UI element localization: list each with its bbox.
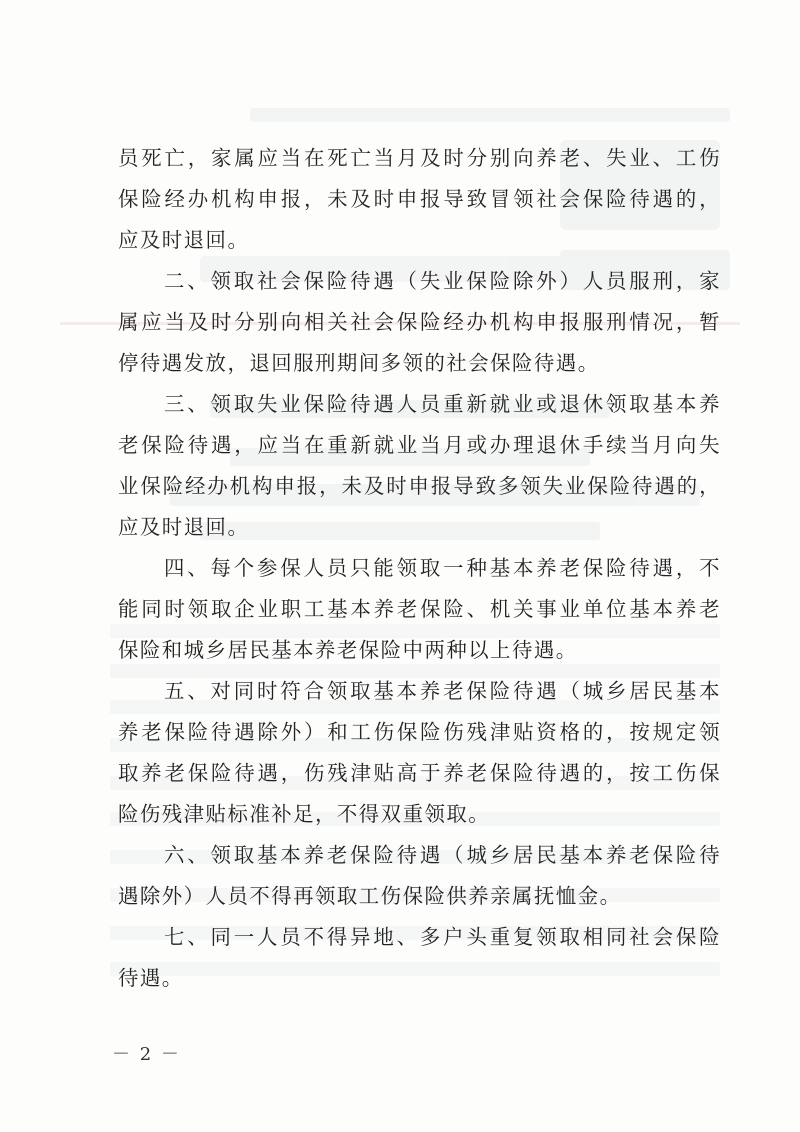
text-line: 险伤残津贴标准补足，不得双重领取。 <box>118 802 491 826</box>
text-line: 保险经办机构申报，未及时申报导致冒领社会保险待遇的， <box>118 187 721 211</box>
text-line: 应及时退回。 <box>118 515 250 539</box>
text-line: 六、领取基本养老保险待遇（城乡居民基本养老保险待 <box>164 843 721 867</box>
text-line: 取养老保险待遇，伤残津贴高于养老保险待遇的，按工伤保 <box>118 761 721 785</box>
text-line: 五、对同时符合领取基本养老保险待遇（城乡居民基本 <box>164 679 721 703</box>
text-line: 员死亡，家属应当在死亡当月及时分别向养老、失业、工伤 <box>118 146 721 170</box>
text-line: 养老保险待遇除外）和工伤保险伤残津贴资格的，按规定领 <box>118 720 721 744</box>
text-line: 七、同一人员不得异地、多户头重复领取相同社会保险 <box>164 925 721 949</box>
text-line: 三、领取失业保险待遇人员重新就业或退休领取基本养 <box>164 392 721 416</box>
text-line: 老保险待遇，应当在重新就业当月或办理退休手续当月向失 <box>118 433 721 457</box>
text-line: 四、每个参保人员只能领取一种基本养老保险待遇，不 <box>164 556 721 580</box>
text-line: 应及时退回。 <box>118 228 250 252</box>
text-line: 遇除外）人员不得再领取工伤保险供养亲属抚恤金。 <box>118 884 622 908</box>
text-line: 二、领取社会保险待遇（失业保险除外）人员服刑，家 <box>164 269 721 293</box>
text-line: 能同时领取企业职工基本养老保险、机关事业单位基本养老 <box>118 597 721 621</box>
text-line: 保险和城乡居民基本养老保险中两种以上待遇。 <box>118 638 578 662</box>
text-line: 业保险经办机构申报，未及时申报导致多领失业保险待遇的， <box>118 474 721 498</box>
text-line: 属应当及时分别向相关社会保险经办机构申报服刑情况，暂 <box>118 310 721 334</box>
page-number: － 2 － <box>112 1044 181 1065</box>
document-body <box>118 138 721 999</box>
text-line: 停待遇发放，退回服刑期间多领的社会保险待遇。 <box>118 351 600 375</box>
text-line: 待遇。 <box>118 966 184 990</box>
